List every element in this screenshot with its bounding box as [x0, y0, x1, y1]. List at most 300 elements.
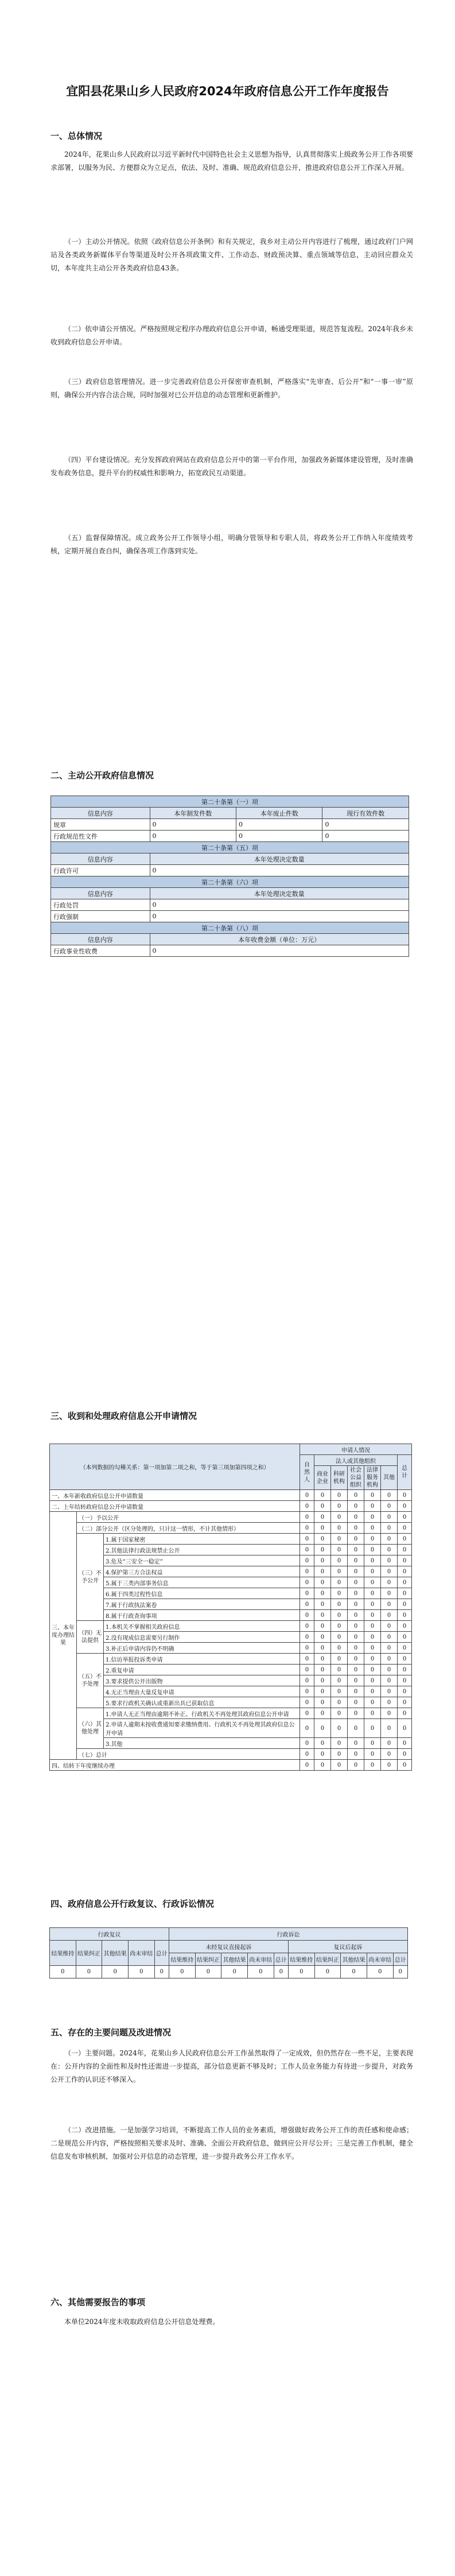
row-label: 4.无正当理由大量反复申请 [104, 1686, 300, 1697]
value-cell: 0 [381, 1686, 398, 1697]
sub-group-label: （四）无法提供 [77, 1621, 104, 1654]
value-cell: 0 [314, 1577, 331, 1588]
value-cell: 0 [381, 1632, 398, 1643]
value-cell: 0 [314, 1675, 331, 1686]
row-label: 一、本年新收政府信息公开申请数量 [50, 1490, 300, 1501]
value-cell: 0 [331, 1512, 348, 1523]
natural-person-header: 自然人 [300, 1455, 314, 1490]
table-band: 第二十条第（六）项 [51, 876, 409, 888]
value-cell: 0 [314, 1588, 331, 1599]
value-cell: 0 [348, 1686, 364, 1697]
value-cell: 0 [331, 1501, 348, 1512]
table-cell: 0 [150, 899, 409, 911]
paragraph: （三）政府信息管理情况。进一步完善政府信息公开保密审查机制，严格落实“先审查、后公开”和“一事一审”原则，确保公开内容合法合规，同时加强对已公开信息的动态管理和更新维护。 [50, 378, 413, 399]
table-row [50, 1555, 412, 1566]
table-cell: 0 [322, 831, 409, 842]
row-label: 8.属于行政查询事项 [104, 1610, 300, 1621]
table-row [51, 831, 409, 842]
table-row [50, 1675, 412, 1686]
value-cell: 0 [300, 1577, 314, 1588]
value-cell: 0 [314, 1719, 331, 1738]
value-cell: 0 [348, 1599, 364, 1610]
value-cell: 0 [364, 1738, 381, 1749]
table-row [50, 1610, 412, 1621]
table-cell: 0 [236, 819, 322, 831]
litigation-col-header: 结果维持 [169, 1953, 195, 1966]
application-table [49, 1444, 412, 1771]
value-cell: 0 [300, 1708, 314, 1719]
value-cell: 0 [364, 1643, 381, 1654]
table-row [50, 1566, 412, 1577]
value-cell: 0 [348, 1749, 364, 1760]
value-cell: 0 [300, 1534, 314, 1545]
table-header-cell: 本年收费金额（单位：万元） [150, 934, 409, 945]
row-label: 1.属于国家秘密 [104, 1534, 300, 1545]
value-cell: 0 [195, 1966, 221, 1978]
value-cell: 0 [398, 1610, 412, 1621]
value-cell: 0 [314, 1490, 331, 1501]
value-cell: 0 [364, 1675, 381, 1686]
table-header-cell: 信息内容 [51, 934, 150, 945]
value-cell: 0 [314, 1738, 331, 1749]
value-cell: 0 [348, 1577, 364, 1588]
litigation-col-header: 结果维持 [288, 1953, 314, 1966]
value-cell: 0 [300, 1610, 314, 1621]
table-header-cell: 信息内容 [51, 888, 150, 899]
table-cell: 0 [150, 865, 409, 876]
table-row [50, 1545, 412, 1555]
value-cell: 0 [331, 1632, 348, 1643]
row-label: （二）部分公开（区分处理的，只计这一情形，不计其他情形） [77, 1523, 300, 1534]
row-label: 2.申请人逾期未按收费通知要求缴纳费用、行政机关不再处理其政府信息公开申请 [104, 1719, 300, 1738]
value-cell: 0 [348, 1675, 364, 1686]
value-cell: 0 [364, 1490, 381, 1501]
table-row [50, 1749, 412, 1760]
table-row [50, 1654, 412, 1665]
value-cell: 0 [314, 1523, 331, 1534]
row-label: 2.没有现成信息需要另行制作 [104, 1632, 300, 1643]
table-row [50, 1708, 412, 1719]
value-cell: 0 [364, 1610, 381, 1621]
value-cell: 0 [364, 1632, 381, 1643]
value-cell: 0 [314, 1566, 331, 1577]
value-cell: 0 [381, 1523, 398, 1534]
table-cell: 0 [150, 945, 409, 957]
table-cell: 0 [150, 819, 236, 831]
value-cell: 0 [314, 1686, 331, 1697]
value-cell: 0 [348, 1708, 364, 1719]
row-label: 2.其他法律行政法规禁止公开 [104, 1545, 300, 1555]
legal-col-header: 商业企业 [314, 1466, 331, 1490]
value-cell: 0 [364, 1708, 381, 1719]
value-cell: 0 [381, 1534, 398, 1545]
value-cell: 0 [331, 1686, 348, 1697]
value-cell: 0 [381, 1545, 398, 1555]
table-header-cell: 本年制发件数 [150, 808, 236, 819]
table-row [50, 1599, 412, 1610]
value-cell: 0 [381, 1577, 398, 1588]
value-cell: 0 [398, 1545, 412, 1555]
value-cell: 0 [348, 1610, 364, 1621]
value-cell: 0 [398, 1665, 412, 1675]
value-cell: 0 [398, 1490, 412, 1501]
value-cell: 0 [398, 1738, 412, 1749]
table-row [50, 1966, 408, 1978]
section-6-heading: 六、其他需要报告的事项 [50, 2297, 146, 2307]
paragraph: （一）主动公开情况。依照《政府信息公开条例》和有关规定，我乡对主动公开内容进行了梳理，通过政府门户网站及各类政务新媒体平台等渠道及时公开各项政策文件、工作动态、财政预决算、重点领域等信息，主动回应群众关切，本年度共主动公开各类政府信息43条。 [50, 238, 413, 272]
value-cell: 0 [331, 1749, 348, 1760]
review-litigation-table [49, 1927, 408, 1978]
value-cell: 0 [331, 1643, 348, 1654]
value-cell: 0 [331, 1719, 348, 1738]
paragraph: （五）监督保障情况。成立政务公开工作领导小组，明确分管领导和专职人员，将政务公开工作纳入年度绩效考核，定期开展自查自纠，确保各项工作落到实处。 [50, 534, 413, 555]
value-cell: 0 [381, 1749, 398, 1760]
value-cell: 0 [102, 1966, 129, 1978]
table-row [51, 865, 409, 876]
table-header-cell: 本年处理决定数量 [150, 854, 409, 865]
paragraph: （一）主要问题。2024年，花果山乡人民政府信息公开工作虽然取得了一定成效，但仍然存在一些不足，主要表现在：公开内容的全面性和及时性还需进一步提高，部分信息更新不够及时；工作人员业务能力有待进一步提升，对政务公开工作的认识还不够深入。 [50, 2049, 413, 2084]
value-cell: 0 [364, 1545, 381, 1555]
value-cell: 0 [300, 1686, 314, 1697]
table-row [50, 1719, 412, 1738]
value-cell: 0 [364, 1665, 381, 1675]
row-label: 4.保护第三方合法权益 [104, 1566, 300, 1577]
value-cell: 0 [381, 1501, 398, 1512]
active-disclosure-table [50, 796, 409, 957]
section-5-heading: 五、存在的主要问题及改进情况 [50, 2027, 172, 2038]
table-cell: 行政事业性收费 [51, 945, 150, 957]
value-cell: 0 [398, 1534, 412, 1545]
table-row [51, 819, 409, 831]
value-cell: 0 [300, 1654, 314, 1665]
value-cell: 0 [314, 1749, 331, 1760]
value-cell: 0 [300, 1512, 314, 1523]
value-cell: 0 [381, 1708, 398, 1719]
value-cell: 0 [398, 1555, 412, 1566]
row-label: 3.补正后申请内容仍不明确 [104, 1643, 300, 1654]
value-cell: 0 [398, 1749, 412, 1760]
value-cell: 0 [364, 1749, 381, 1760]
value-cell: 0 [300, 1523, 314, 1534]
table-cell: 0 [150, 831, 236, 842]
sub-group-label: （五）不予处理 [77, 1654, 104, 1708]
table-row [50, 1523, 412, 1534]
table-header-cell: 信息内容 [51, 854, 150, 865]
value-cell: 0 [381, 1675, 398, 1686]
report-title: 宜阳县花果山乡人民政府2024年政府信息公开工作年度报告 [66, 84, 389, 98]
table-row [50, 1738, 412, 1749]
value-cell: 0 [348, 1654, 364, 1665]
value-cell: 0 [398, 1760, 412, 1771]
legal-col-header: 法律服务机构 [364, 1466, 381, 1490]
value-cell: 0 [314, 1654, 331, 1665]
legal-col-header: 社会公益组织 [348, 1466, 364, 1490]
sub-group-label: （六）其他处理 [77, 1708, 104, 1749]
value-cell: 0 [381, 1654, 398, 1665]
table-cell: 行政许可 [51, 865, 150, 876]
row-label: 二、上年结转政府信息公开申请数量 [50, 1501, 300, 1512]
value-cell: 0 [381, 1555, 398, 1566]
value-cell: 0 [314, 1708, 331, 1719]
value-cell: 0 [348, 1566, 364, 1577]
review-col-header: 总计 [154, 1941, 169, 1966]
value-cell: 0 [348, 1512, 364, 1523]
section-2-heading: 二、主动公开政府信息情况 [50, 770, 154, 781]
table-header-cell: 本年处理决定数量 [150, 888, 409, 899]
value-cell: 0 [364, 1654, 381, 1665]
value-cell: 0 [348, 1523, 364, 1534]
value-cell: 0 [300, 1697, 314, 1708]
value-cell: 0 [331, 1708, 348, 1719]
table-row [50, 1501, 412, 1512]
value-cell: 0 [364, 1523, 381, 1534]
table-row [50, 1686, 412, 1697]
value-cell: 0 [398, 1577, 412, 1588]
value-cell: 0 [364, 1501, 381, 1512]
litigation-col-header: 尚未审结 [247, 1953, 274, 1966]
legal-col-header: 科研机构 [331, 1466, 348, 1490]
value-cell: 0 [398, 1599, 412, 1610]
review-col-header: 其他结果 [102, 1941, 129, 1966]
value-cell: 0 [300, 1632, 314, 1643]
table-row [50, 1632, 412, 1643]
value-cell: 0 [76, 1966, 102, 1978]
corner-cell: （本列数据的勾稽关系：第一项加第二项之和，等于第三项加第四项之和） [50, 1444, 300, 1490]
value-cell: 0 [348, 1490, 364, 1501]
value-cell: 0 [364, 1588, 381, 1599]
value-cell: 0 [367, 1966, 393, 1978]
review-group-header: 行政复议 [50, 1928, 169, 1941]
value-cell: 0 [364, 1697, 381, 1708]
table-cell: 0 [236, 831, 322, 842]
value-cell: 0 [381, 1719, 398, 1738]
value-cell: 0 [348, 1697, 364, 1708]
paragraph: 本单位2024年度未收取政府信息公开信息处理费。 [64, 2318, 220, 2326]
value-cell: 0 [348, 1501, 364, 1512]
value-cell: 0 [300, 1738, 314, 1749]
row-label: 2.重复申请 [104, 1665, 300, 1675]
table-cell: 行政强制 [51, 911, 150, 922]
value-cell: 0 [341, 1966, 367, 1978]
value-cell: 0 [300, 1501, 314, 1512]
table-cell: 0 [322, 819, 409, 831]
value-cell: 0 [381, 1566, 398, 1577]
value-cell: 0 [381, 1643, 398, 1654]
value-cell: 0 [398, 1675, 412, 1686]
value-cell: 0 [393, 1966, 407, 1978]
value-cell: 0 [331, 1566, 348, 1577]
value-cell: 0 [348, 1643, 364, 1654]
row-label: 1.申请人无正当理由逾期不补正、行政机关不再处理其政府信息公开申请 [104, 1708, 300, 1719]
row-label: 3.危及“三安全一稳定” [104, 1555, 300, 1566]
table-row [50, 1490, 412, 1501]
value-cell: 0 [348, 1665, 364, 1675]
value-cell: 0 [381, 1760, 398, 1771]
direct-suit-header: 未经复议直接起诉 [169, 1941, 288, 1953]
value-cell: 0 [331, 1545, 348, 1555]
table-row [50, 1577, 412, 1588]
paragraph: （二）改进措施。一是加强学习培训，不断提高工作人员的业务素质，增强做好政务公开工作的责任感和使命感；二是规范公开内容，严格按照相关要求及时、准确、全面公开政府信息，做到应公开尽公开；三是完善工作机制，健全信息发布审核机制，加强对公开信息的动态管理，进一步提升政务公开工作水平。 [50, 2126, 413, 2160]
value-cell: 0 [331, 1675, 348, 1686]
value-cell: 0 [348, 1632, 364, 1643]
table-cell: 0 [150, 911, 409, 922]
value-cell: 0 [331, 1665, 348, 1675]
value-cell: 0 [381, 1512, 398, 1523]
litigation-col-header: 总计 [274, 1953, 288, 1966]
value-cell: 0 [300, 1749, 314, 1760]
litigation-col-header: 其他结果 [341, 1953, 367, 1966]
value-cell: 0 [398, 1501, 412, 1512]
review-col-header: 结果纠正 [76, 1941, 102, 1966]
value-cell: 0 [364, 1621, 381, 1632]
value-cell: 0 [300, 1599, 314, 1610]
result-group-label: 三、本年度办理结果 [50, 1512, 77, 1760]
litigation-group-header: 行政诉讼 [169, 1928, 407, 1941]
value-cell: 0 [331, 1621, 348, 1632]
value-cell: 0 [381, 1621, 398, 1632]
litigation-col-header: 尚未审结 [367, 1953, 393, 1966]
value-cell: 0 [314, 1599, 331, 1610]
value-cell: 0 [348, 1621, 364, 1632]
value-cell: 0 [381, 1697, 398, 1708]
value-cell: 0 [300, 1588, 314, 1599]
value-cell: 0 [314, 1632, 331, 1643]
value-cell: 0 [364, 1686, 381, 1697]
litigation-col-header: 其他结果 [221, 1953, 248, 1966]
value-cell: 0 [128, 1966, 154, 1978]
value-cell: 0 [247, 1966, 274, 1978]
value-cell: 0 [331, 1555, 348, 1566]
value-cell: 0 [221, 1966, 248, 1978]
value-cell: 0 [398, 1686, 412, 1697]
row-label: 3.其他 [104, 1738, 300, 1749]
value-cell: 0 [398, 1697, 412, 1708]
table-header-cell: 信息内容 [51, 808, 150, 819]
value-cell: 0 [364, 1599, 381, 1610]
table-row [50, 1534, 412, 1545]
value-cell: 0 [364, 1534, 381, 1545]
table-band: 第二十条第（一）项 [51, 796, 409, 808]
paragraph: （二）依申请公开情况。严格按照规定程序办理政府信息公开申请，畅通受理渠道，规范答复流程。2024年我乡未收到政府信息公开申请。 [50, 325, 413, 346]
value-cell: 0 [50, 1966, 76, 1978]
litigation-col-header: 结果纠正 [195, 1953, 221, 1966]
value-cell: 0 [398, 1588, 412, 1599]
row-label: （一）予以公开 [77, 1512, 300, 1523]
value-cell: 0 [169, 1966, 195, 1978]
value-cell: 0 [398, 1632, 412, 1643]
value-cell: 0 [398, 1654, 412, 1665]
value-cell: 0 [364, 1512, 381, 1523]
value-cell: 0 [154, 1966, 169, 1978]
review-col-header: 尚未审结 [128, 1941, 154, 1966]
value-cell: 0 [381, 1588, 398, 1599]
value-cell: 0 [300, 1490, 314, 1501]
table-row [50, 1643, 412, 1654]
value-cell: 0 [300, 1555, 314, 1566]
value-cell: 0 [300, 1675, 314, 1686]
value-cell: 0 [398, 1512, 412, 1523]
value-cell: 0 [398, 1621, 412, 1632]
section-4-heading: 四、政府信息公开行政复议、行政诉讼情况 [50, 1899, 215, 1909]
value-cell: 0 [314, 1534, 331, 1545]
table-row [51, 899, 409, 911]
value-cell: 0 [300, 1621, 314, 1632]
value-cell: 0 [314, 1760, 331, 1771]
value-cell: 0 [364, 1566, 381, 1577]
row-label: 5.属于三类内部事务信息 [104, 1577, 300, 1588]
value-cell: 0 [274, 1966, 288, 1978]
legal-group-header: 法人或其他组织 [314, 1455, 398, 1466]
value-cell: 0 [348, 1555, 364, 1566]
table-row [50, 1512, 412, 1523]
value-cell: 0 [398, 1643, 412, 1654]
value-cell: 0 [288, 1966, 314, 1978]
sub-group-label: （三）不予公开 [77, 1534, 104, 1621]
value-cell: 0 [331, 1654, 348, 1665]
value-cell: 0 [314, 1545, 331, 1555]
table-row [50, 1621, 412, 1632]
value-cell: 0 [331, 1697, 348, 1708]
value-cell: 0 [348, 1760, 364, 1771]
row-label: 6.属于四类过程性信息 [104, 1588, 300, 1599]
value-cell: 0 [300, 1643, 314, 1654]
value-cell: 0 [381, 1490, 398, 1501]
value-cell: 0 [314, 1697, 331, 1708]
value-cell: 0 [331, 1610, 348, 1621]
row-label: 5.要求行政机关确认或重新出具已获取信息 [104, 1697, 300, 1708]
table-cell: 行政处罚 [51, 899, 150, 911]
value-cell: 0 [300, 1665, 314, 1675]
value-cell: 0 [348, 1588, 364, 1599]
value-cell: 0 [331, 1599, 348, 1610]
value-cell: 0 [364, 1577, 381, 1588]
table-row [51, 911, 409, 922]
table-header-cell: 现行有效件数 [322, 808, 409, 819]
value-cell: 0 [314, 1665, 331, 1675]
value-cell: 0 [331, 1490, 348, 1501]
value-cell: 0 [314, 1643, 331, 1654]
value-cell: 0 [364, 1760, 381, 1771]
table-band: 第二十条第（八）项 [51, 922, 409, 934]
value-cell: 0 [348, 1534, 364, 1545]
value-cell: 0 [331, 1760, 348, 1771]
section-3-heading: 三、收到和处理政府信息公开申请情况 [50, 1411, 197, 1421]
value-cell: 0 [331, 1577, 348, 1588]
value-cell: 0 [364, 1719, 381, 1738]
value-cell: 0 [300, 1545, 314, 1555]
value-cell: 0 [381, 1610, 398, 1621]
table-cell: 规章 [51, 819, 150, 831]
litigation-col-header: 结果纠正 [314, 1953, 341, 1966]
review-col-header: 结果维持 [50, 1941, 76, 1966]
value-cell: 0 [314, 1555, 331, 1566]
row-label: 1.本机关不掌握相关政府信息 [104, 1621, 300, 1632]
value-cell: 0 [300, 1760, 314, 1771]
row-label: （七）总计 [77, 1749, 300, 1760]
value-cell: 0 [331, 1588, 348, 1599]
row-label: 7.属于行政执法案卷 [104, 1599, 300, 1610]
value-cell: 0 [314, 1501, 331, 1512]
table-header-cell: 本年废止件数 [236, 808, 322, 819]
applicant-group-header: 申请人情况 [300, 1444, 412, 1455]
table-row [50, 1588, 412, 1599]
value-cell: 0 [314, 1512, 331, 1523]
value-cell: 0 [381, 1599, 398, 1610]
value-cell: 0 [398, 1523, 412, 1534]
value-cell: 0 [398, 1719, 412, 1738]
value-cell: 0 [348, 1738, 364, 1749]
value-cell: 0 [331, 1738, 348, 1749]
